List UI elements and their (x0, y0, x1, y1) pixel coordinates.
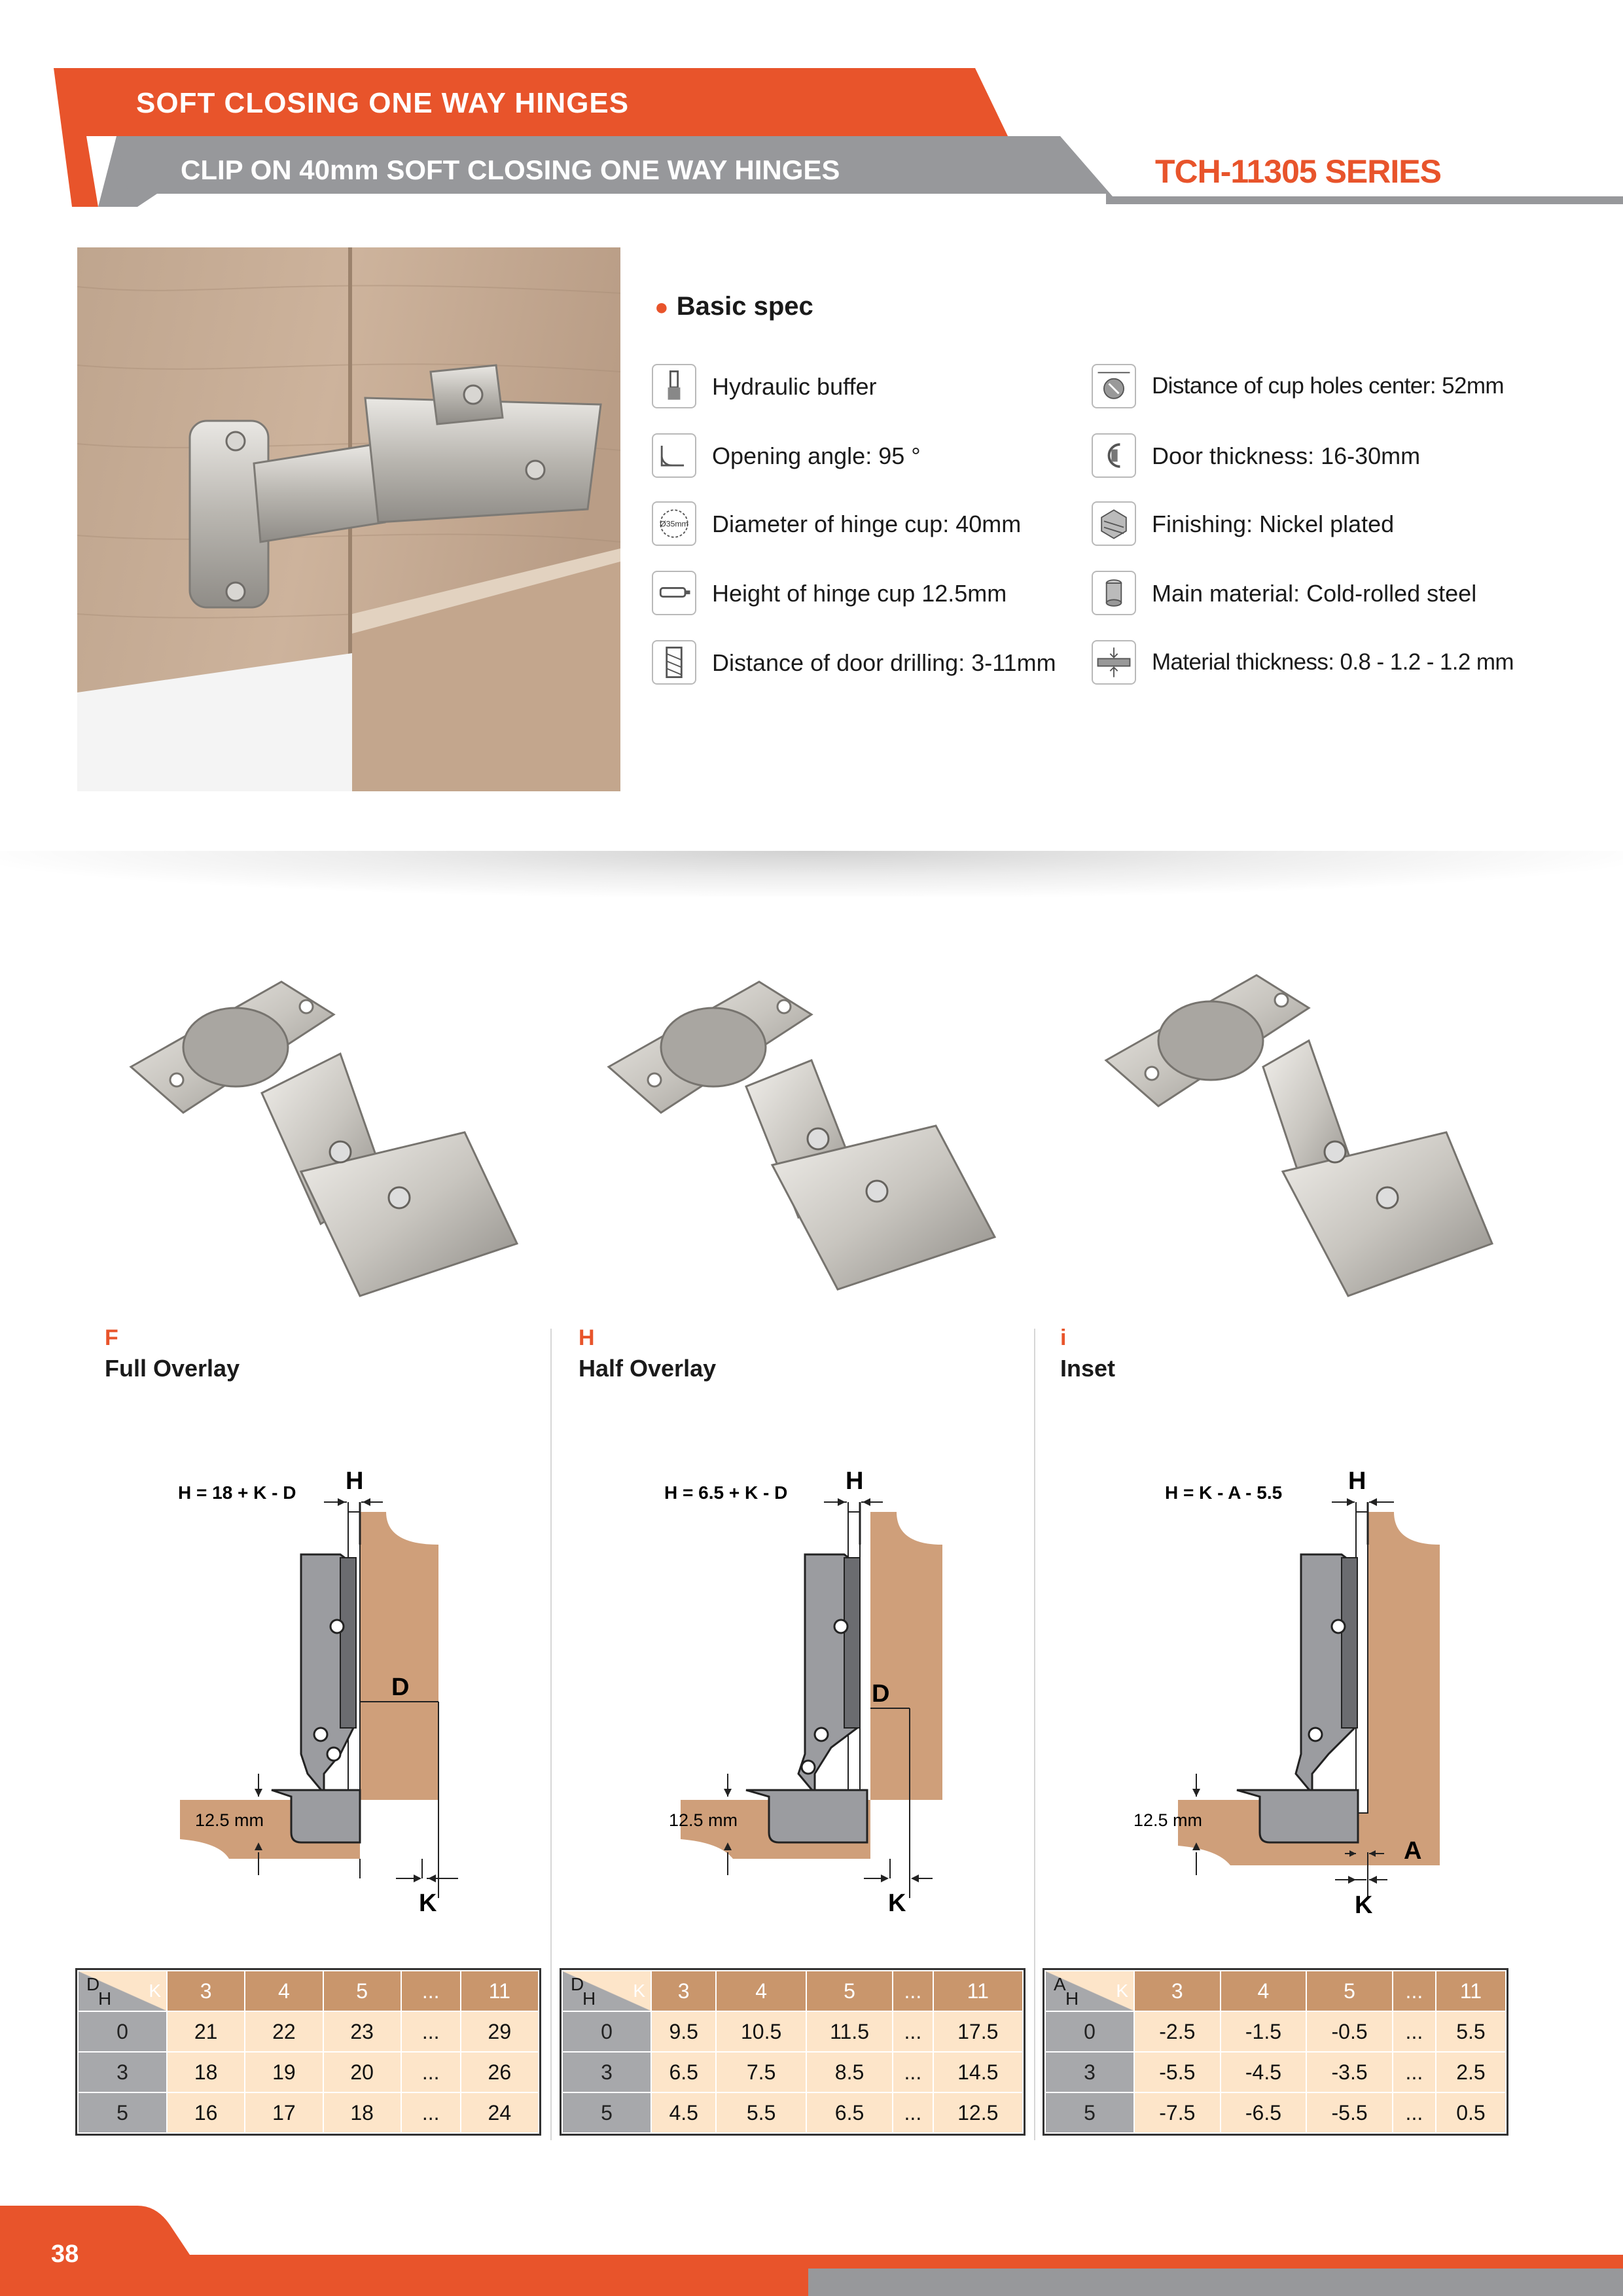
spec-label: Diameter of hinge cup: 40mm (712, 511, 1022, 537)
table-header-cell: 4 (245, 1971, 323, 2011)
formula-half-overlay: H = 6.5 + K - D (664, 1482, 788, 1503)
table-row: 5 16 17 18 ... 24 (78, 2092, 539, 2133)
hinge-product-full-overlay (124, 969, 530, 1322)
dim-label-k: K (888, 1890, 906, 1917)
diagram-full-overlay (164, 1466, 491, 1924)
table-header-cell: ... (893, 1971, 933, 2011)
dim-label-cup: 12.5 mm (669, 1810, 738, 1830)
spec-title (654, 292, 813, 321)
dim-label-d: D (391, 1674, 410, 1701)
section-name-full-overlay: Full Overlay (105, 1355, 240, 1382)
dim-label-cup: 12.5 mm (1133, 1810, 1203, 1830)
section-letter-full-overlay: F (105, 1325, 118, 1350)
hinge-product-half-overlay (602, 969, 1008, 1322)
table-header-cell: 3 (167, 1971, 245, 2011)
table-corner: D H K (78, 1971, 167, 2011)
footer-band (0, 2206, 1623, 2296)
table-header-cell: 11 (933, 1971, 1023, 2011)
spec-label: Height of hinge cup 12.5mm (712, 580, 1007, 607)
table-row: 3 6.5 7.5 8.5 ... 14.5 (562, 2052, 1023, 2092)
table-row: 3 -5.5 -4.5 -3.5 ... 2.5 (1045, 2052, 1506, 2092)
table-full-overlay (77, 1970, 539, 2134)
section-letter-inset: i (1060, 1325, 1067, 1350)
table-header-cell: 4 (716, 1971, 806, 2011)
formula-inset: H = K - A - 5.5 (1165, 1482, 1283, 1503)
dim-label-k: K (419, 1890, 437, 1917)
spec-label: Distance of door drilling: 3-11mm (712, 649, 1056, 676)
dim-label-a: A (1404, 1837, 1422, 1865)
table-header-cell: ... (1393, 1971, 1436, 2011)
table-header-cell: ... (401, 1971, 461, 2011)
door-thickness-icon (1092, 433, 1136, 478)
table-header-cell: 5 (1306, 1971, 1393, 2011)
table-row: 0 9.5 10.5 11.5 ... 17.5 (562, 2011, 1023, 2052)
column-divider (550, 1329, 552, 2140)
table-header-cell: 5 (323, 1971, 401, 2011)
bullet-icon: ● (654, 293, 669, 320)
section-divider-shadow (0, 851, 1623, 897)
spec-label: Material thickness: 0.8 - 1.2 - 1.2 mm (1152, 649, 1514, 675)
opening-angle-icon (652, 433, 696, 478)
hinge-product-inset (1099, 962, 1505, 1329)
cup-holes-distance-icon (1092, 364, 1136, 408)
finishing-icon (1092, 501, 1136, 546)
table-header-cell: 11 (461, 1971, 539, 2011)
header-subtitle: CLIP ON 40mm SOFT CLOSING ONE WAY HINGES (181, 154, 840, 185)
dim-label-h: H (1348, 1467, 1366, 1495)
dim-label-k: K (1355, 1892, 1373, 1919)
table-row: 0 21 22 23 ... 29 (78, 2011, 539, 2052)
cup-diameter-icon-text: Ø35mm (660, 519, 688, 529)
table-header-cell: 3 (651, 1971, 716, 2011)
material-thickness-icon (1092, 640, 1136, 685)
dim-label-h: H (846, 1467, 864, 1495)
table-half-overlay (562, 1970, 1024, 2134)
page-number: 38 (51, 2240, 79, 2268)
table-header-cell: 5 (806, 1971, 893, 2011)
material-icon (1092, 571, 1136, 615)
table-header-cell: 11 (1436, 1971, 1506, 2011)
cup-height-icon (652, 571, 696, 615)
section-letter-half-overlay: H (579, 1325, 595, 1350)
table-header-cell: 3 (1134, 1971, 1221, 2011)
spec-label: Distance of cup holes center: 52mm (1152, 373, 1504, 399)
hydraulic-buffer-icon (652, 364, 696, 408)
header-series: TCH-11305 SERIES (1155, 153, 1441, 190)
section-name-half-overlay: Half Overlay (579, 1355, 717, 1382)
section-name-inset: Inset (1060, 1355, 1116, 1382)
cup-diameter-icon (652, 501, 696, 546)
table-corner: A H K (1045, 1971, 1134, 2011)
column-divider (1034, 1329, 1035, 2140)
spec-label: Opening angle: 95 ° (712, 442, 921, 469)
dim-label-d: D (872, 1680, 890, 1708)
header-title: SOFT CLOSING ONE WAY HINGES (136, 87, 630, 119)
dim-label-h: H (346, 1467, 364, 1495)
table-row: 5 -7.5 -6.5 -5.5 ... 0.5 (1045, 2092, 1506, 2133)
product-photo (77, 247, 620, 791)
spec-label: Hydraulic buffer (712, 373, 877, 400)
door-drilling-icon (652, 640, 696, 685)
diagram-inset (1126, 1466, 1466, 1924)
spec-label: Door thickness: 16-30mm (1152, 442, 1421, 469)
table-row: 5 4.5 5.5 6.5 ... 12.5 (562, 2092, 1023, 2133)
spec-label: Main material: Cold-rolled steel (1152, 580, 1477, 607)
spec-label: Finishing: Nickel plated (1152, 511, 1395, 537)
formula-full-overlay: H = 18 + K - D (178, 1482, 296, 1503)
diagram-half-overlay (654, 1466, 982, 1924)
table-corner: D H K (562, 1971, 651, 2011)
spec-title-text: Basic spec (676, 292, 813, 321)
table-header-cell: 4 (1221, 1971, 1307, 2011)
table-row: 3 18 19 20 ... 26 (78, 2052, 539, 2092)
table-inset (1044, 1970, 1507, 2134)
dim-label-cup: 12.5 mm (195, 1810, 264, 1830)
table-row: 0 -2.5 -1.5 -0.5 ... 5.5 (1045, 2011, 1506, 2052)
